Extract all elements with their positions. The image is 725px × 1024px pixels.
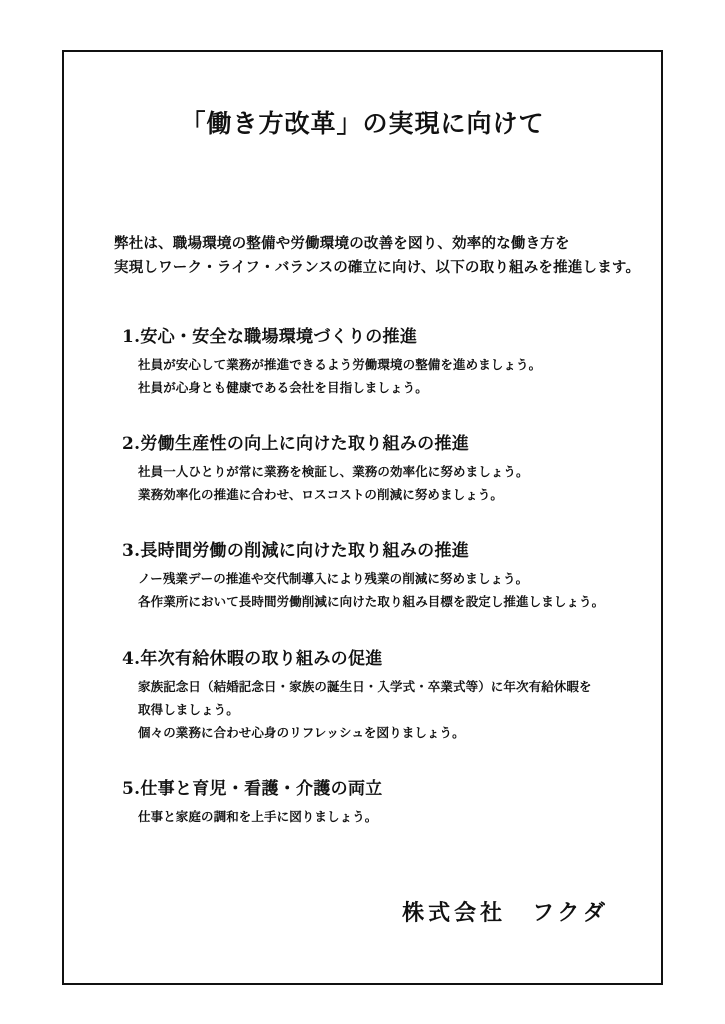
item-heading: 5.仕事と育児・看護・介護の両立 [122,778,383,799]
company-signature: 株式会社 フクダ [402,900,609,926]
item-heading: 4.年次有給休暇の取り組みの促進 [122,648,383,669]
list-item [122,774,631,828]
item-body [122,567,631,613]
item-line: ノー残業デーの推進や交代制導入により残業の削減に努めましょう。 [138,571,529,587]
item-line: 社員が心身とも健康である会社を目指しましょう。 [138,379,428,395]
initiatives-list [64,322,661,828]
item-body [122,353,631,399]
item-line: 業務効率化の推進に合わせ、ロスコストの削減に努めましょう。 [138,487,504,503]
item-heading: 1.安心・安全な職場環境づくりの推進 [122,326,418,347]
list-item [122,644,631,744]
list-item [122,536,631,613]
item-line: 家族記念日（結婚記念日・家族の誕生日・入学式・卒業式等）に年次有給休暇を [138,678,592,694]
item-line: 取得しましょう。 [138,701,239,717]
intro-line: 実現しワーク・ライフ・バランスの確立に向け、以下の取り組みを推進します。 [114,258,641,276]
intro-paragraph [64,232,661,280]
list-item [122,322,631,399]
item-line: 個々の業務に合わせ心身のリフレッシュを図りましょう。 [138,724,465,740]
page-title: 「働き方改革」の実現に向けて [180,109,545,138]
item-body [122,805,631,828]
item-line: 各作業所において長時間労働削減に向けた取り組み目標を設定し推進しましょう。 [138,594,605,610]
item-line: 仕事と家庭の調和を上手に図りましょう。 [138,808,378,824]
list-item [122,429,631,506]
item-heading: 3.長時間労働の削減に向けた取り組みの推進 [122,541,470,562]
document-sheet [62,50,663,985]
item-line: 社員が安心して業務が推進できるよう労働環境の整備を進めましょう。 [138,356,542,372]
item-heading: 2.労働生産性の向上に向けた取り組みの推進 [122,434,470,455]
item-line: 社員一人ひとりが常に業務を検証し、業務の効率化に努めましょう。 [138,464,529,480]
item-body [122,460,631,506]
item-body [122,675,631,744]
intro-line: 弊社は、職場環境の整備や労働環境の改善を図り、効率的な働き方を [114,235,570,252]
